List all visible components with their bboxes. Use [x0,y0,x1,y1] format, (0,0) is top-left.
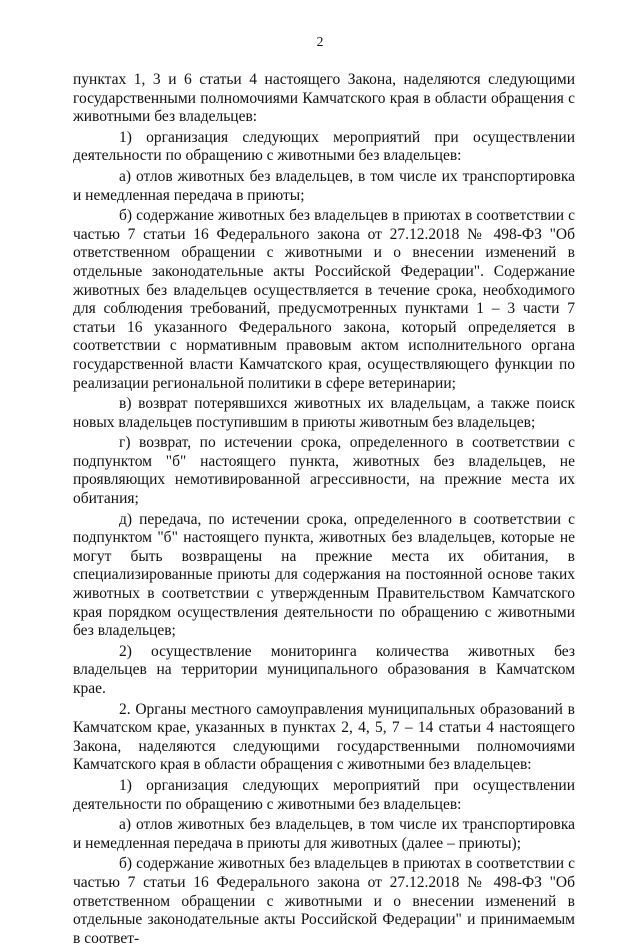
paragraph: пунктах 1, 3 и 6 статьи 4 настоящего Закона, наделяются следующими государственными полномочиями Камчатского края в области обращения с животными без владельцев: [73,71,575,126]
paragraph: 1) организация следующих мероприятий при осуществлении деятельности по обращению с животными без владельцев: [73,128,575,165]
paragraph: б) содержание животных без владельцев в приютах в соответствии с частью 7 статьи 16 Федерального закона от 27.12.2018 № 498-ФЗ "Об ответственном обращении с животными и о внесении изменений в отдельные законодательные акты Российской Федерации" и принимаемым в соответ- [73,855,575,947]
document-body [73,71,575,950]
paragraph: 2) осуществление мониторинга количества животных без владельцев на территории муниципального образования в Камчатском крае. [73,642,575,697]
paragraph: 2. Органы местного самоуправления муниципальных образований в Камчатском крае, указанных в пунктах 2, 4, 5, 7 – 14 статьи 4 настоящего Закона, наделяются следующими государственными полномочиями Камчатского края в области обращения с животными без владельцев: [73,700,575,774]
paragraph: б) содержание животных без владельцев в приютах в соответствии с частью 7 статьи 16 Федерального закона от 27.12.2018 № 498-ФЗ "Об ответственном обращении с животными и о внесении изменений в отдельные законодательные акты Российской Федерации". Содержание животных без владельцев осуществляется в течение срока, необходимого для соблюдения требований, предусмотренных пунктами 1 – 3 части 7 статьи 16 указанного Федерального закона, который определяется в соответствии с нормативным правовым актом исполнительного органа государственной власти Камчатского края, осуществляющего функции по реализации региональной политики в сфере ветеринарии; [73,207,575,392]
paragraph: в) возврат потерявшихся животных их владельцам, а также поиск новых владельцев поступившим в приюты животным без владельцев; [73,395,575,431]
paragraph: 1) организация следующих мероприятий при осуществлении деятельности по обращению с животными без владельцев: [73,776,575,813]
paragraph: д) передача, по истечении срока, определенного в соответствии с подпунктом "б" настоящего пункта, животных без владельцев, которые не могут быть возвращены на прежние места их обитания, в специализированные приюты для содержания на постоянной основе таких животных в соответствии с утвержденным Правительством Камчатского края порядком осуществления деятельности по обращению с животными без владельцев; [73,510,575,640]
page-number: 2 [316,34,324,49]
paragraph: а) отлов животных без владельцев, в том числе их транспортировка и немедленная передача в приюты для животных (далее – приюты); [73,816,575,852]
paragraph: а) отлов животных без владельцев, в том числе их транспортировка и немедленная передача в приюты; [73,167,575,204]
paragraph: г) возврат, по истечении срока, определенного в соответствии с подпунктом "б" настоящего пункта, животных без владельцев, не проявляющих немотивированной агрессивности, на прежние места их обитания; [73,434,575,508]
